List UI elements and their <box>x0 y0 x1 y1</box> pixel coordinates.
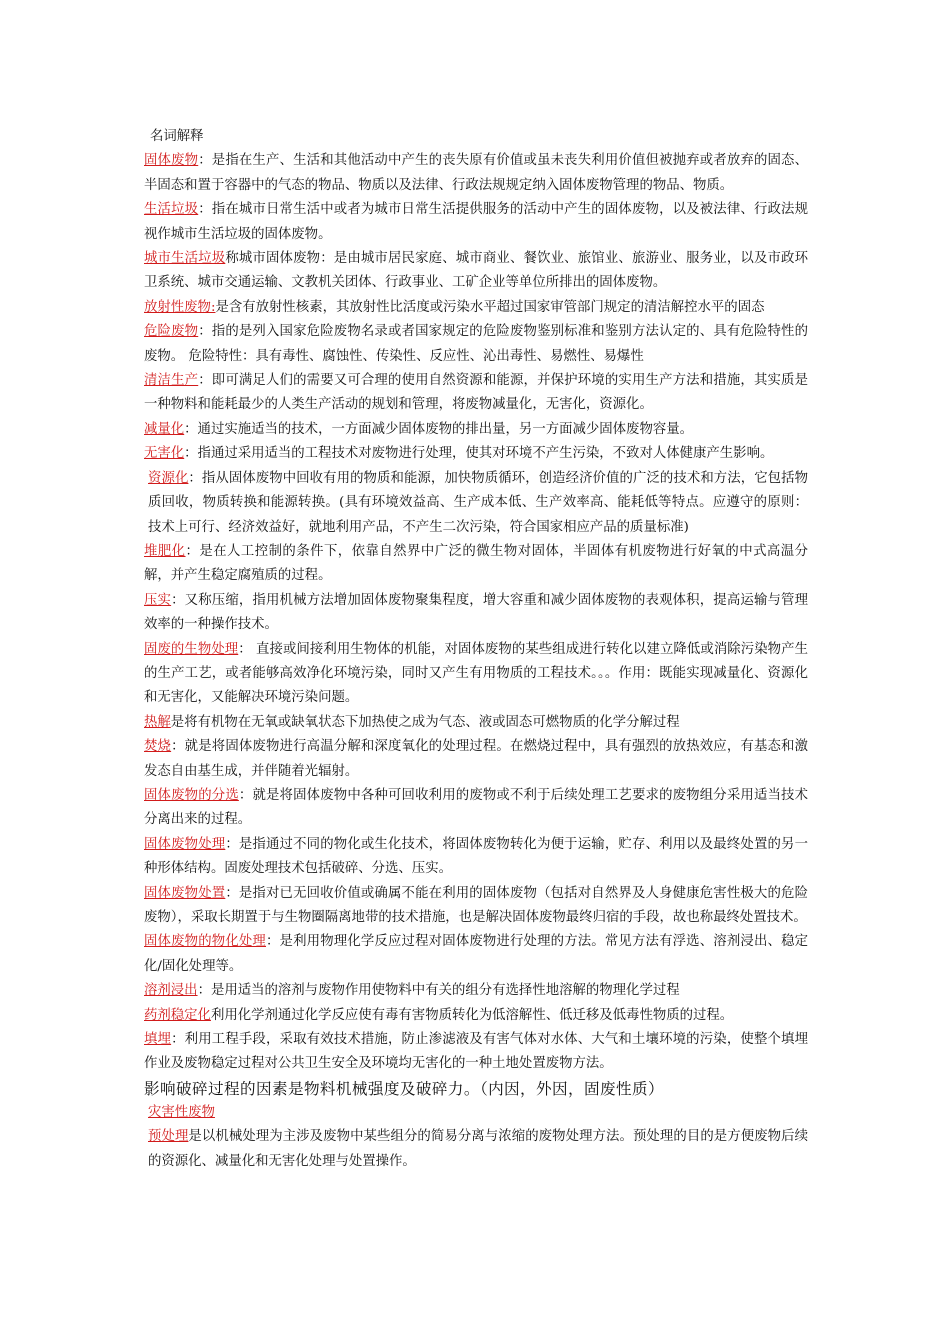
definition: ：通过实施适当的技术，一方面减少固体废物的排出量，另一方面减少固体废物容量。 <box>184 421 694 437</box>
term: 固废的生物处理 <box>144 641 239 657</box>
term: 热解 <box>144 714 171 730</box>
glossary-content <box>144 125 808 1174</box>
definition: ：就是将固体废物中各种可回收利用的废物或不利于后续处理工艺要求的废物组分采用适当技术分离出来的过程。 <box>144 787 809 828</box>
term: 清洁生产 <box>144 373 199 389</box>
entry-pretreatment <box>144 1125 808 1174</box>
definition: ：利用工程手段，采取有效技术措施，防止渗滤液及有害气体对水体、大气和土壤环境的污染，使整个填埋作业及废物稳定过程对公共卫生安全及环境均无害化的一种土地处置废物方法。 <box>144 1032 808 1072</box>
entry-sorting <box>144 784 808 833</box>
definition: 是将有机物在无氧或缺氧状态下加热使之成为气态、液或固态可燃物质的化学分解过程 <box>170 714 680 730</box>
entry-disposal <box>144 882 808 931</box>
term: 固体废物的物化处理 <box>144 934 266 950</box>
entry-cleaner-production <box>144 369 808 418</box>
definition: ：就是将固体废物进行高温分解和深度氧化的处理过程。在燃烧过程中，具有强烈的放热效应，有基态和激发态自由基生成，并伴随着光辐射。 <box>144 739 808 779</box>
definition: ：是用适当的溶剂与废物作用使物料中有关的组分有选择性地溶解的物理化学过程 <box>197 983 680 999</box>
term: 城市生活垃圾 <box>144 251 226 267</box>
entry-biological-treatment <box>144 638 808 711</box>
definition: 利用化学剂通过化学反应使有毒有害物质转化为低溶解性、低迁移及低毒性物质的过程。 <box>210 1007 734 1023</box>
term: 灾害性废物 <box>148 1104 215 1120</box>
term: 危险废物 <box>144 324 199 340</box>
definition: ：是在人工控制的条件下，依靠自然界中广泛的微生物对固体，半固体有机废物进行好氧的中式高温分解，并产生稳定腐殖质的过程。 <box>144 543 808 584</box>
definition: ：指的是列入国家危险废物名录或者国家规定的危险废物鉴别标准和鉴别方法认定的、具有危险特性的废物。 危险特性：具有毒性、腐蚀性、传染性、反应性、沁出毒性、易燃性、易爆性 <box>144 324 808 364</box>
definition: 是含有放射性核素，其放射性比活度或污染水平超过国家审管部门规定的清洁解控水平的固态 <box>215 299 765 315</box>
term: 堆肥化 <box>144 543 186 559</box>
entry-physicochemical-treatment <box>144 930 808 979</box>
term: 固体废物处置 <box>144 885 226 901</box>
entry-hazardous-waste <box>144 320 808 369</box>
entry-municipal-waste <box>144 247 808 296</box>
definition: ：指从固体废物中回收有用的物质和能源，加快物质循环，创造经济价值的广泛的技术和方法，它包括物质回收，物质转换和能源转换。(具有环境效益高、生产成本低、生产效率高、能耗低等特点。应遵守的原则：技术上可行、经济效益好，就地利用产品，不产生二次污染，符合国家相应产品的质量标准) <box>148 470 809 535</box>
entry-pyrolysis <box>144 711 808 735</box>
definition: ：又称压缩，指用机械方法增加固体废物聚集程度，增大容重和减少固体废物的表观体积，提高运输与管理效率的一种操作技术。 <box>144 592 808 633</box>
definition: ：是利用物理化学反应过程对固体废物进行处理的方法。常见方法有浮选、溶剂浸出、稳定化/固化处理等。 <box>144 934 809 974</box>
definition: 称城市固体废物：是由城市居民家庭、城市商业、餐饮业、旅馆业、旅游业、服务业，以及市政环卫系统、城市交通运输、文教机关团体、行政事业、工矿企业等单位所排出的固体废物。 <box>144 251 808 291</box>
term: 生活垃圾 <box>144 202 199 218</box>
entry-solvent-leaching <box>144 979 808 1003</box>
entry-treatment <box>144 833 808 882</box>
entry-solid-waste <box>144 149 808 198</box>
definition: ：即可满足人们的需要又可合理的使用自然资源和能源，并保护环境的实用生产方法和措施，其实质是一种物料和能耗最少的人类生产活动的规划和管理，将废物减量化，无害化，资源化。 <box>144 373 808 413</box>
entry-harmless <box>144 442 808 466</box>
term: 减量化 <box>144 421 185 437</box>
section-title: 名词解释 <box>150 129 204 144</box>
entry-domestic-waste <box>144 198 808 247</box>
entry-compaction <box>144 589 808 638</box>
term: 填埋 <box>144 1032 172 1048</box>
entry-chemical-stabilization <box>144 1004 808 1028</box>
entry-incineration <box>144 735 808 784</box>
entry-composting <box>144 540 808 589</box>
term: 无害化 <box>144 446 185 462</box>
term: 预处理 <box>148 1129 189 1145</box>
definition: ：是指对已无回收价值或确属不能在利用的固体废物（包括对自然界及人身健康危害性极大的危险废物），采取长期置于与生物圈隔离地带的技术措施，也是解决固体废物最终归宿的手段，故也称最终处置技术。 <box>144 885 808 925</box>
term: 固体废物处理 <box>144 836 226 852</box>
entry-radioactive-waste <box>144 296 808 320</box>
entry-disaster-waste <box>144 1101 808 1125</box>
term: 焚烧 <box>144 739 172 755</box>
definition: ：指在城市日常生活中或者为城市日常生活提供服务的活动中产生的固体废物，以及被法律、行政法规视作城市生活垃圾的固体废物。 <box>144 202 808 242</box>
term: 药剂稳定化 <box>144 1007 211 1023</box>
entry-resource-recovery <box>144 467 808 540</box>
definition: ：指通过采用适当的工程技术对废物进行处理，使其对环境不产生污染，不致对人体健康产生影响。 <box>184 446 774 462</box>
term: 溶剂浸出 <box>144 983 198 999</box>
definition: 是以机械处理为主涉及废物中某些组分的简易分离与浓缩的废物处理方法。预处理的目的是方便废物后续的资源化、减量化和无害化处理与处置操作。 <box>148 1129 809 1169</box>
term: 固体废物的分选 <box>144 787 239 803</box>
entry-landfill <box>144 1028 808 1077</box>
entry-reduction <box>144 418 808 442</box>
definition: ：是指在生产、生活和其他活动中产生的丧失原有价值或虽未丧失利用价值但被抛弃或者放弃的固态、半固态和置于容器中的气态的物品、物质以及法律、行政法规规定纳入固体废物管理的物品、物质。 <box>144 153 808 193</box>
crushing-factors-note: 影响破碎过程的因素是物料机械强度及破碎力。（内因，外因，固废性质） <box>144 1079 664 1098</box>
term: 固体废物 <box>144 153 199 169</box>
term: 压实 <box>144 592 172 608</box>
term: 资源化 <box>148 470 189 486</box>
term: 放射性废物: <box>144 299 216 315</box>
definition: ： 直接或间接利用生物体的机能，对固体废物的某些组成进行转化以建立降低或消除污染物产生的生产工艺，或者能够高效净化环境污染，同时又产生有用物质的工程技术。。。作用：既能实现减量化、资源化和无害化，又能解决环境污染问题。 <box>144 641 808 706</box>
definition: ：是指通过不同的物化或生化技术，将固体废物转化为便于运输，贮存、利用以及最终处置的另一种形体结构。固废处理技术包括破碎、分选、压实。 <box>144 836 808 877</box>
